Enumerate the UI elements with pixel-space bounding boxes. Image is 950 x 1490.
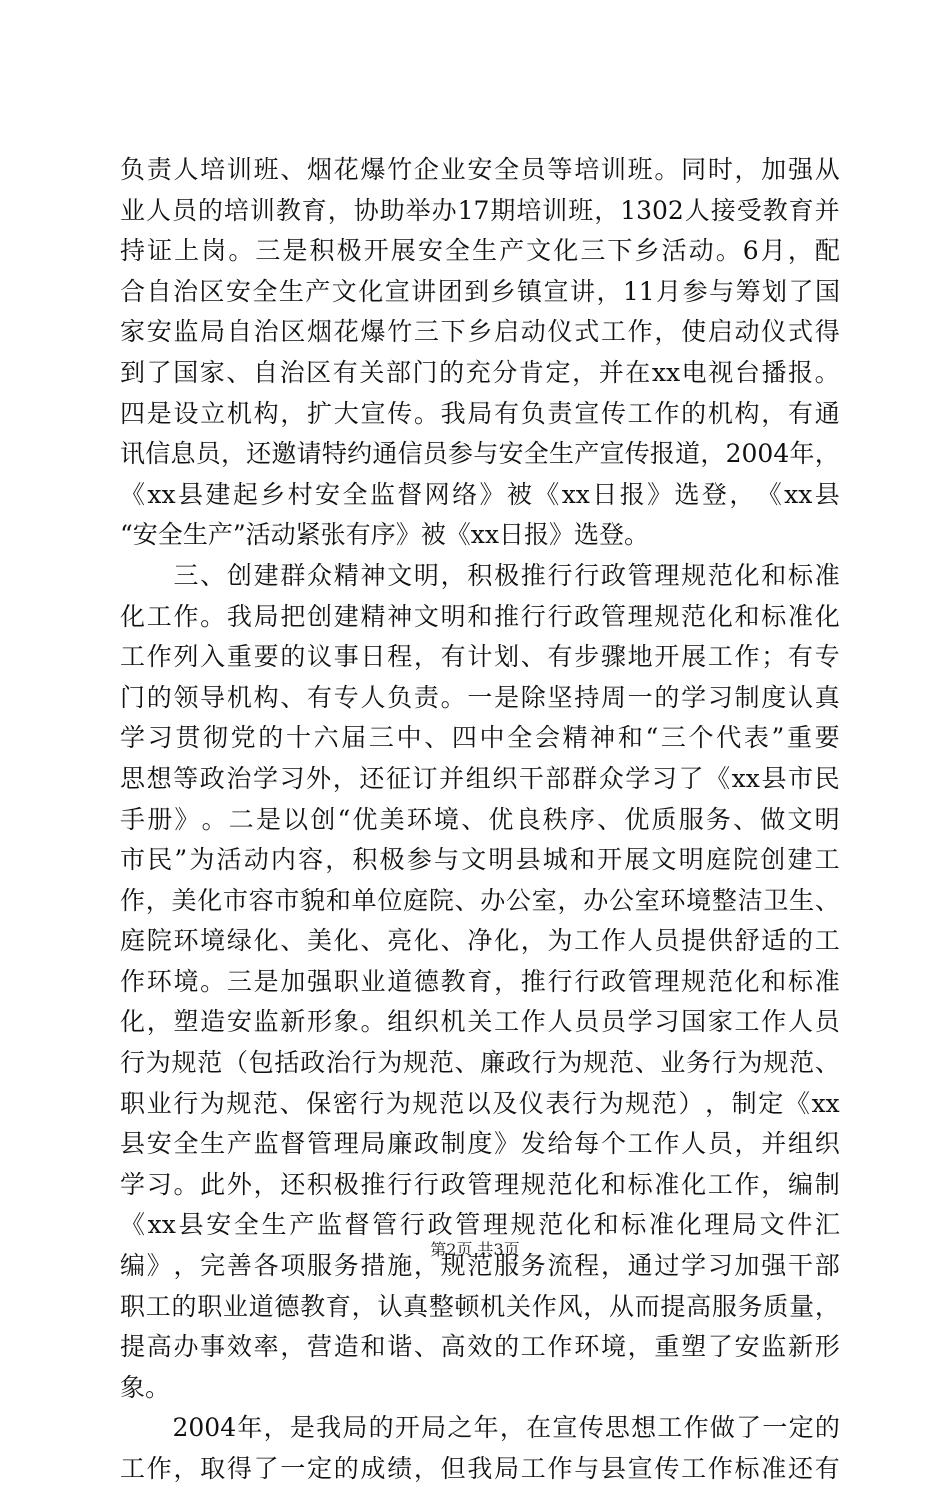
- text-line: 行 为 规 范 （ 包 括 政 治 行 为 规 范 、 廉 政 行 为 规 范 、 业 务 行 为 规 范 、: [120, 1048, 840, 1078]
- text-line: 三 、 创 建 群 众 精 神 文 明 ， 积 极 推 行 行 政 管 理 规 范 化 和 标 准: [173, 560, 840, 590]
- text-line: 学 习 。 此 外 ， 还 积 极 推 行 行 政 管 理 规 范 化 和 标 准 化 工 作 ， 编 制: [120, 1169, 840, 1199]
- text-line: 化 ， 塑 造 安 监 新 形 象 。 组 织 机 关 工 作 人 员 员 学 习 国 家 工 作 人 员: [120, 1007, 840, 1037]
- text-line: 家 安 监 局 自 治 区 烟 花 爆 竹 三 下 乡 启 动 仪 式 工 作 ， 使 启 动 仪 式 得: [120, 317, 840, 347]
- text-line: 作 环 境 。 三 是 加 强 职 业 道 德 教 育 ， 推 行 行 政 管 理 规 范 化 和 标 准: [120, 966, 840, 996]
- text-line: 市 民 ” 为 活 动 内 容 ， 积 极 参 与 文 明 县 城 和 开 展 文 明 庭 院 创 建 工: [120, 845, 840, 875]
- text-line: 讯 信 息 员 ， 还 邀 请 特 约 通 信 员 参 与 安 全 生 产 宣 传 报 道 ， 2004 年 ，: [120, 439, 840, 469]
- text-line: 工 作 ， 取 得 了 一 定 的 成 绩 ， 但 我 局 工 作 与 县 宣 传 工 作 标 准 还 有: [120, 1454, 840, 1483]
- text-line: 学 习 贯 彻 党 的 十 六 届 三 中 、 四 中 全 会 精 神 和 “ 三 个 代 表 ” 重 要: [120, 723, 840, 753]
- text-line: 思 想 等 政 治 学 习 外 ， 还 征 订 并 组 织 干 部 群 众 学 习 了 《 xx 县 市 民: [120, 763, 840, 793]
- body-text: [120, 150, 840, 1490]
- text-line: 化 工 作 。 我 局 把 创 建 精 神 文 明 和 推 行 行 政 管 理 规 范 化 和 标 准 化: [120, 601, 840, 631]
- page-footer: 第2页 共3页: [430, 1240, 520, 1259]
- text-line: 到 了 国 家 、 自 治 区 有 关 部 门 的 充 分 肯 定 ， 并 在 xx 电 视 台 播 报 。: [120, 357, 840, 387]
- text-line: 《 xx 县 安 全 生 产 监 督 管 行 政 管 理 规 范 化 和 标 准 化 理 局 文 件 汇: [120, 1210, 840, 1240]
- text-line: 合 自 治 区 安 全 生 产 文 化 宣 讲 团 到 乡 镇 宣 讲 ， 11 月 参 与 筹 划 了 国: [120, 276, 840, 306]
- text-line: 门 的 领 导 机 构 、 有 专 人 负 责 。 一 是 除 坚 持 周 一 的 学 习 制 度 认 真: [120, 682, 840, 712]
- text-line: 提 高 办 事 效 率 ， 营 造 和 谐 、 高 效 的 工 作 环 境 ， 重 塑 了 安 监 新 形: [120, 1332, 840, 1362]
- text-line: 象 。: [120, 1372, 171, 1402]
- text-line: 2004 年 ， 是 我 局 的 开 局 之 年 ， 在 宣 传 思 想 工 作 做 了 一 定 的: [172, 1413, 840, 1443]
- text-line: 负 责 人 培 训 班 、 烟 花 爆 竹 企 业 安 全 员 等 培 训 班 。 同 时 ， 加 强 从: [120, 155, 840, 184]
- text-line: 业 人 员 的 培 训 教 育 ， 协 助 举 办 17 期 培 训 班 ， 1302 人 接 受 教 育 并: [120, 195, 840, 225]
- text-line: 职 业 行 为 规 范 、 保 密 行 为 规 范 以 及 仪 表 行 为 规 范 ） ， 制 定 《 xx: [120, 1088, 840, 1118]
- text-line: 庭 院 环 境 绿 化 、 美 化 、 亮 化 、 净 化 ， 为 工 作 人 员 提 供 舒 适 的 工: [120, 926, 840, 956]
- text-line: 县 安 全 生 产 监 督 管 理 局 廉 政 制 度 》 发 给 每 个 工 作 人 员 ， 并 组 织: [120, 1129, 840, 1159]
- text-line: 职 工 的 职 业 道 德 教 育 ， 认 真 整 顿 机 关 作 风 ， 从 而 提 高 服 务 质 量 ，: [120, 1291, 840, 1321]
- text-line: 《 xx 县 建 起 乡 村 安 全 监 督 网 络 》 被 《 xx 日 报 》 选 登 ， 《 xx 县: [120, 479, 840, 509]
- text-line: 手 册 》 。 二 是 以 创 “ 优 美 环 境 、 优 良 秩 序 、 优 质 服 务 、 做 文 明: [120, 804, 840, 834]
- text-line: “ 安 全 生 产 ” 活 动 紧 张 有 序 》 被 《 xx 日 报 》 选 登 。: [120, 520, 650, 550]
- text-line: 四 是 设 立 机 构 ， 扩 大 宣 传 。 我 局 有 负 责 宣 传 工 作 的 机 构 ， 有 通: [120, 398, 840, 428]
- text-line: 持 证 上 岗 。 三 是 积 极 开 展 安 全 生 产 文 化 三 下 乡 活 动 。 6 月 ， 配: [120, 236, 840, 266]
- text-line: 工 作 列 入 重 要 的 议 事 日 程 ， 有 计 划 、 有 步 骤 地 开 展 工 作 ； 有 专: [120, 642, 840, 672]
- text-line: 编 》 ， 完 善 各 项 服 务 措 施 ， 规 范 服 务 流 程 ， 通 过 学 习 加 强 干 部: [120, 1251, 840, 1281]
- text-line: 作 ， 美 化 市 容 市 貌 和 单 位 庭 院 、 办 公 室 ， 办 公 室 环 境 整 洁 卫 生 、: [120, 885, 840, 915]
